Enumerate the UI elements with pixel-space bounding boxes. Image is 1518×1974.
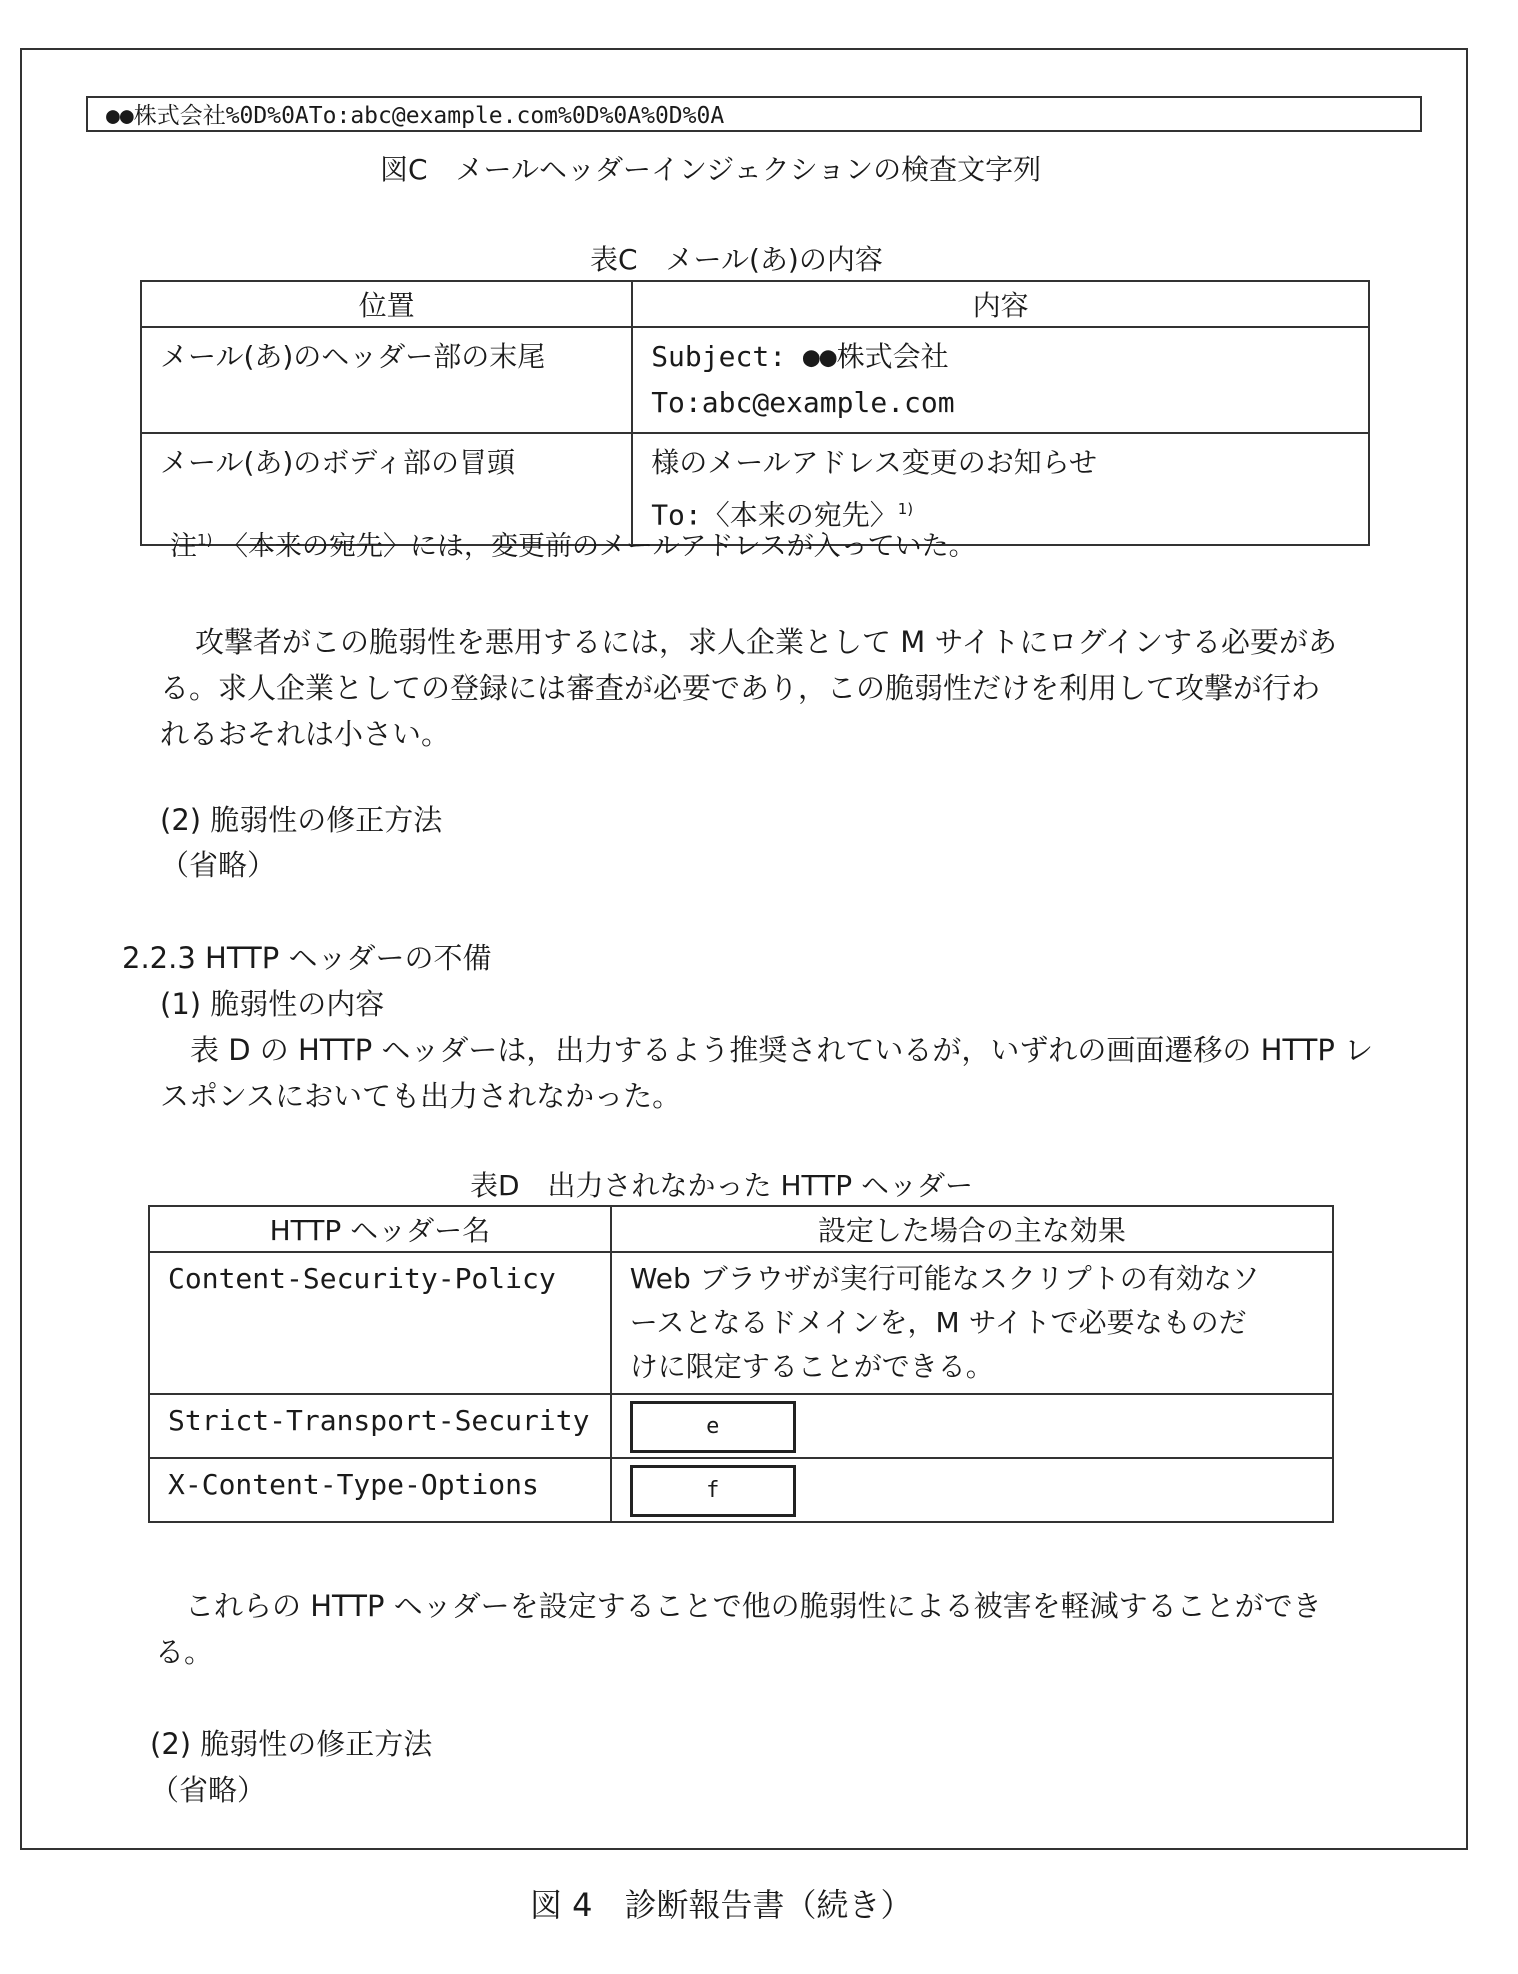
- section-heading: (2) 脆弱性の修正方法: [160, 803, 443, 837]
- omitted-note: （省略）: [150, 1773, 267, 1807]
- table-d-effect-cell: Web ブラウザが実行可能なスクリプトの有効なソ ースとなるドメインを，M サイトで必要なものだ けに限定することができる。: [611, 1252, 1333, 1394]
- table-d-effect-cell: [611, 1458, 1333, 1522]
- table-c-header-content: 内容: [632, 281, 1369, 327]
- table-d-name-cell: X-Content-Type-Options: [149, 1458, 611, 1522]
- table-c-header-position: 位置: [141, 281, 632, 327]
- inspection-string-box: ●●株式会社%0D%0ATo:abc@example.com%0D%0A%0D%0A: [86, 96, 1422, 132]
- paragraph-line: これらの HTTP ヘッダーを設定することで他の脆弱性による被害を軽減することができ: [185, 1589, 1322, 1623]
- paragraph-line: る。求人企業としての登録には審査が必要であり，この脆弱性だけを利用して攻撃が行わ: [160, 671, 1321, 705]
- table-c-content-cell: Subject: ●●株式会社 To:abc@example.com: [632, 327, 1369, 433]
- table-c-position-cell: メール(あ)のボディ部の冒頭: [141, 433, 632, 545]
- paragraph-line: れるおそれは小さい。: [160, 717, 451, 751]
- figure-4-caption: 図 4 診断報告書（続き）: [530, 1886, 913, 1924]
- section-heading: 2.2.3 HTTP ヘッダーの不備: [122, 941, 492, 975]
- table-d-name-cell: Strict-Transport-Security: [149, 1394, 611, 1458]
- paragraph-line: る。: [155, 1635, 214, 1669]
- answer-blank-f: f: [630, 1465, 796, 1517]
- omitted-note: （省略）: [160, 848, 277, 882]
- table-row: [141, 327, 1369, 433]
- table-row: [149, 1458, 1333, 1522]
- paragraph-line: 攻撃者がこの脆弱性を悪用するには，求人企業として M サイトにログインする必要があ: [195, 625, 1337, 659]
- table-d-header-effect: 設定した場合の主な効果: [611, 1206, 1333, 1252]
- table-c: [140, 280, 1370, 546]
- table-d-header-name: HTTP ヘッダー名: [149, 1206, 611, 1252]
- table-d: [148, 1205, 1334, 1523]
- table-c-title: 表C メール(あ)の内容: [590, 243, 883, 276]
- table-c-content-cell: 様のメールアドレス変更のお知らせ To:〈本来の宛先〉$^{1)}$: [632, 433, 1369, 545]
- paragraph-line: スポンスにおいても出力されなかった。: [160, 1079, 682, 1113]
- figure-c-caption: 図C メールヘッダーインジェクションの検査文字列: [380, 153, 1042, 186]
- table-c-note: 注$^{1)}$ 〈本来の宛先〉には，変更前のメールアドレスが入っていた。: [170, 531, 976, 562]
- answer-blank-e: e: [630, 1401, 796, 1453]
- section-heading: (2) 脆弱性の修正方法: [150, 1727, 433, 1761]
- paragraph-line: 表 D の HTTP ヘッダーは，出力するよう推奨されているが，いずれの画面遷移の HTTP レ: [190, 1033, 1374, 1067]
- table-row: [149, 1252, 1333, 1394]
- table-d-name-cell: Content-Security-Policy: [149, 1252, 611, 1394]
- table-d-title: 表D 出力されなかった HTTP ヘッダー: [470, 1169, 974, 1202]
- table-row: [149, 1394, 1333, 1458]
- section-heading: (1) 脆弱性の内容: [160, 987, 385, 1021]
- table-d-effect-cell: [611, 1394, 1333, 1458]
- table-c-position-cell: メール(あ)のヘッダー部の末尾: [141, 327, 632, 433]
